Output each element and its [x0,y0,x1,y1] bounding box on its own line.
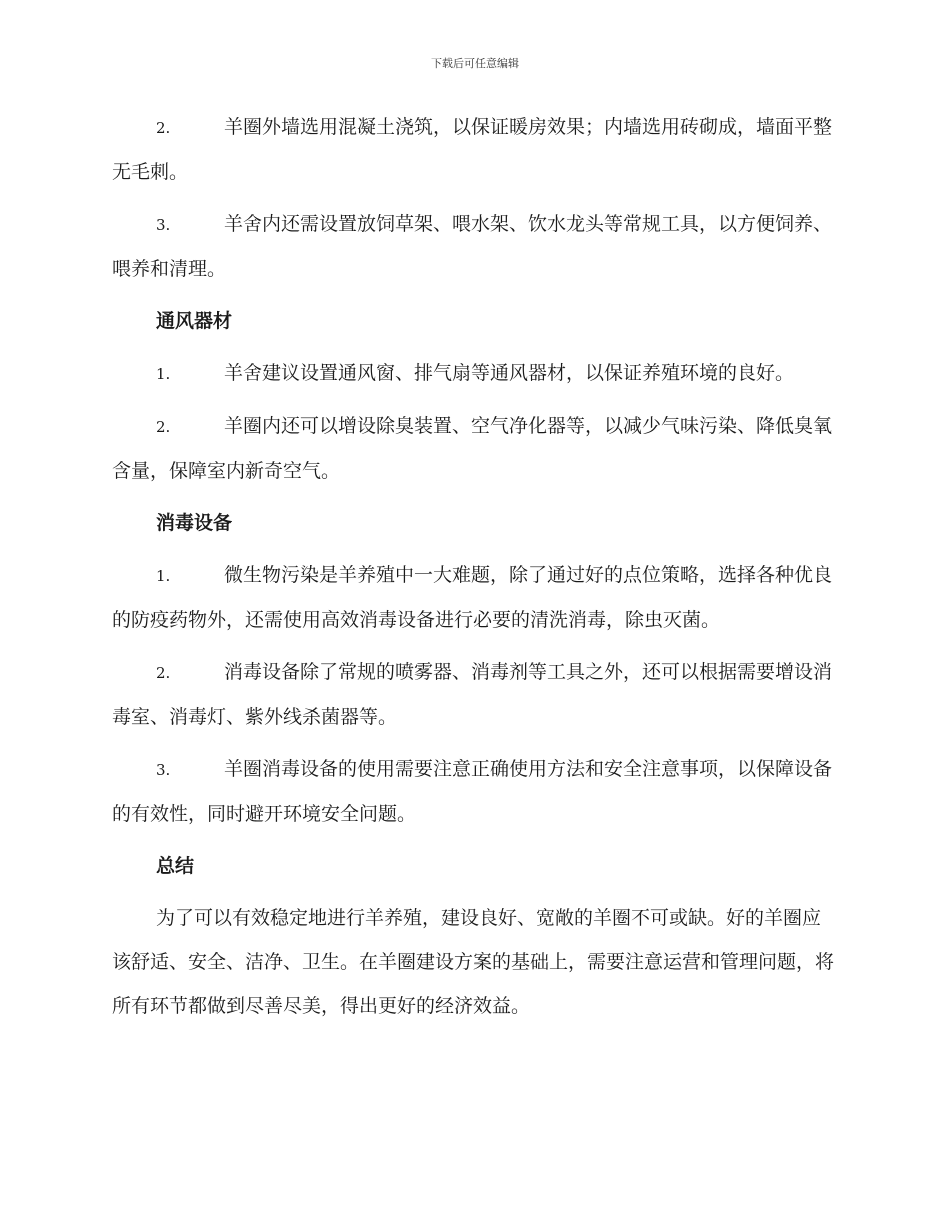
item-number: 3. [156,216,171,234]
item-number: 2. [156,418,171,436]
list-item [112,404,834,493]
summary-paragraph: 为了可以有效稳定地进行羊养殖，建设良好、宽敞的羊圈不可或缺。好的羊圈应该舒适、安全、洁净、卫生。在羊圈建设方案的基础上，需要注意运营和管理问题，将所有环节都做到尽善尽美，得出更好的经济效益。 [112,907,835,1017]
list-item [112,202,834,291]
item-text: 消毒设备除了常规的喷雾器、消毒剂等工具之外，还可以根据需要增设消毒室、消毒灯、紫外线杀菌器等。 [112,661,833,728]
item-number: 3. [156,761,171,779]
item-text: 羊圈消毒设备的使用需要注意正确使用方法和安全注意事项，以保障设备的有效性，同时避开环境安全问题。 [112,758,833,825]
item-text: 羊圈外墙选用混凝土浇筑，以保证暖房效果；内墙选用砖砌成，墙面平整无毛刺。 [112,116,833,183]
list-item [112,105,834,194]
list-item [112,650,834,739]
page-header: 下载后可任意编辑 [431,57,519,70]
section-heading-ventilation: 通风器材 [156,310,233,332]
item-text: 羊舍建议设置通风窗、排气扇等通风器材，以保证养殖环境的良好。 [224,362,795,384]
list-item [112,351,834,396]
item-number: 1. [156,567,171,585]
item-number: 1. [156,365,171,383]
list-item [112,747,834,836]
list-item [112,553,834,642]
item-text: 羊圈内还可以增设除臭装置、空气净化器等，以减少气味污染、降低臭氧含量，保障室内新奇空气。 [112,415,833,482]
item-number: 2. [156,119,171,137]
section-heading-summary: 总结 [156,855,195,877]
item-text: 微生物污染是羊养殖中一大难题，除了通过好的点位策略，选择各种优良的防疫药物外，还需使用高效消毒设备进行必要的清洗消毒，除虫灭菌。 [112,564,833,631]
document-body [112,105,834,1028]
item-text: 羊舍内还需设置放饲草架、喂水架、饮水龙头等常规工具，以方便饲养、喂养和清理。 [112,213,833,280]
item-number: 2. [156,664,171,682]
section-heading-disinfection: 消毒设备 [156,512,233,534]
